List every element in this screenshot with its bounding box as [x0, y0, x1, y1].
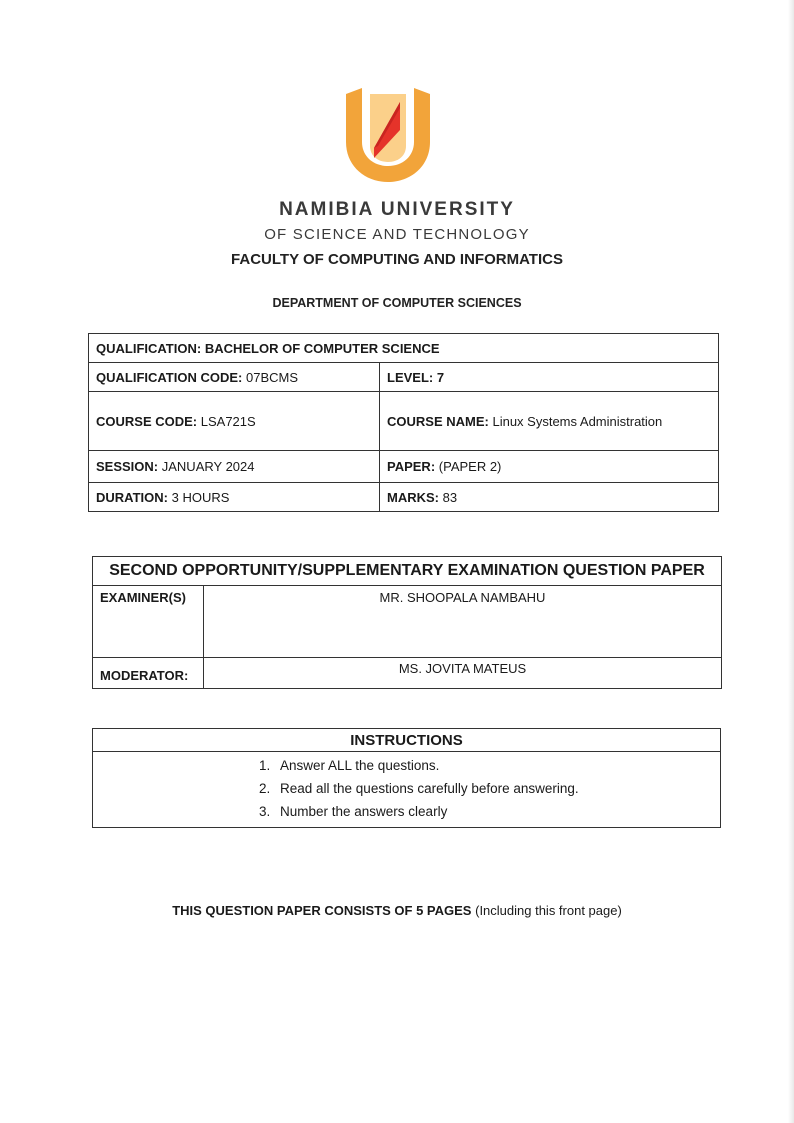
paper-value: (PAPER 2)	[438, 459, 502, 474]
course-name-value: Linux Systems Administration	[492, 413, 663, 429]
examination-table	[92, 556, 722, 689]
paper-label: PAPER:	[387, 459, 436, 474]
qualification-code-cell	[89, 363, 380, 392]
level-label: LEVEL:	[387, 369, 434, 385]
instruction-item: 1. Answer ALL the questions.	[274, 754, 713, 777]
instructions-body	[93, 752, 721, 828]
university-name: NAMIBIA UNIVERSITY	[279, 199, 515, 220]
exam-title: SECOND OPPORTUNITY/SUPPLEMENTARY EXAMINATION QUESTION PAPER	[93, 557, 722, 586]
course-code-label: COURSE CODE:	[96, 413, 198, 429]
course-code-value: LSA721S	[200, 413, 256, 429]
faculty-name: FACULTY OF COMPUTING AND INFORMATICS	[231, 251, 563, 268]
moderator-label: MODERATOR:	[93, 658, 204, 689]
duration-cell	[89, 483, 380, 512]
duration-label: DURATION:	[96, 489, 168, 505]
level-value: 7	[436, 369, 445, 385]
duration-value: 3 HOURS	[171, 489, 230, 505]
moderator-name: MS. JOVITA MATEUS	[204, 658, 722, 689]
university-subtitle: OF SCIENCE AND TECHNOLOGY	[264, 226, 530, 243]
page-count-note-detail: (Including this front page)	[475, 903, 622, 918]
marks-cell	[380, 483, 719, 512]
session-cell	[89, 451, 380, 483]
instructions-title: INSTRUCTIONS	[93, 729, 721, 752]
marks-label: MARKS:	[387, 489, 439, 505]
instructions-list	[100, 754, 713, 823]
page-edge	[788, 0, 794, 1123]
paper-cell	[380, 451, 719, 483]
department-name: DEPARTMENT OF COMPUTER SCIENCES	[272, 296, 522, 310]
qualification-label: QUALIFICATION:	[96, 340, 202, 356]
course-name-label: COURSE NAME:	[387, 413, 489, 429]
marks-value: 83	[442, 489, 458, 505]
session-label: SESSION:	[96, 459, 159, 474]
examiner-name: MR. SHOOPALA NAMBAHU	[204, 586, 722, 658]
instruction-item: 2. Read all the questions carefully before answering.	[274, 777, 713, 800]
qualification-cell	[89, 334, 719, 363]
session-value: JANUARY 2024	[161, 459, 255, 474]
page-count-note	[0, 903, 794, 918]
qualification-value: BACHELOR OF COMPUTER SCIENCE	[204, 340, 440, 356]
qualification-code-value: 07BCMS	[245, 369, 299, 385]
qualification-code-label: QUALIFICATION CODE:	[96, 369, 243, 385]
course-name-cell	[380, 392, 719, 451]
level-cell	[380, 363, 719, 392]
instruction-item: 3. Number the answers clearly	[274, 800, 713, 823]
page-count-bold: THIS QUESTION PAPER CONSISTS OF 5 PAGES	[172, 903, 472, 918]
university-logo-icon	[340, 86, 436, 184]
course-details-table	[88, 333, 719, 512]
examiner-label: EXAMINER(S)	[93, 586, 204, 658]
course-code-cell	[89, 392, 380, 451]
instructions-table	[92, 728, 721, 828]
